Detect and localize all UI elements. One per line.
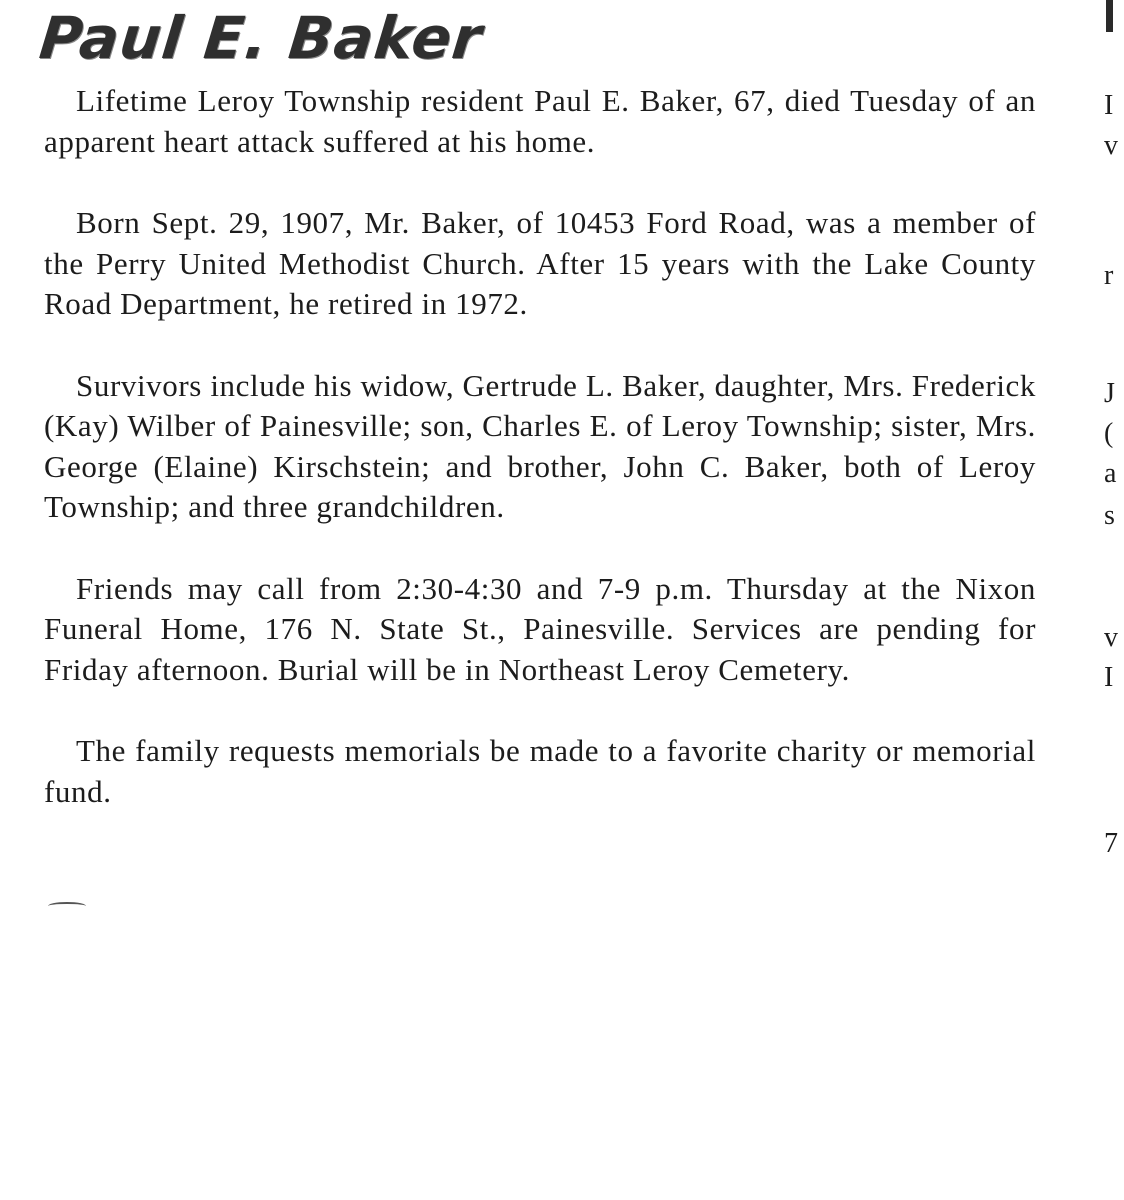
- paragraph-survivors: Survivors include his widow, Gertrude L. Baker, daughter, Mrs. Frederick (Kay) Wilber of Painesville; son, Charles E. of Leroy Township; sister, Mrs. George (Elaine) Kirschstein; and brother, John C. Baker, both of Leroy Township; and three grandchildren.: [44, 367, 1036, 524]
- adjacent-fragment: v: [1104, 622, 1118, 653]
- adjacent-fragment: s: [1104, 500, 1115, 531]
- adjacent-fragment: 7: [1104, 828, 1118, 859]
- scan-artifact: [48, 902, 86, 910]
- adjacent-fragment: a: [1104, 458, 1117, 489]
- adjacent-fragment: (: [1104, 418, 1114, 449]
- adjacent-fragment: J: [1104, 378, 1115, 409]
- obituary-body: [44, 81, 1036, 812]
- adjacent-column-fragments: [1100, 0, 1118, 900]
- paragraph-biography: Born Sept. 29, 1907, Mr. Baker, of 10453 Ford Road, was a member of the Perry United Methodist Church. After 15 years with the Lake County Road Department, he retired in 1972.: [44, 205, 1036, 321]
- adjacent-fragment: v: [1104, 130, 1118, 161]
- paragraph-visitation: Friends may call from 2:30-4:30 and 7-9 p.m. Thursday at the Nixon Funeral Home, 176 N. State St., Painesville. Services are pending for Friday afternoon. Burial will be in Northeast Leroy Cemetery.: [44, 570, 1036, 687]
- obituary-headline: Paul E. Baker: [36, 4, 486, 72]
- paragraph-memorials: The family requests memorials be made to a favorite charity or memorial fund.: [44, 733, 1036, 809]
- adjacent-fragment: I: [1104, 662, 1114, 693]
- adjacent-fragment: r: [1104, 260, 1114, 291]
- adjacent-fragment: I: [1104, 90, 1114, 121]
- paragraph-death-notice: Lifetime Leroy Township resident Paul E. Baker, 67, died Tuesday of an apparent heart attack suffered at his home.: [44, 83, 1036, 159]
